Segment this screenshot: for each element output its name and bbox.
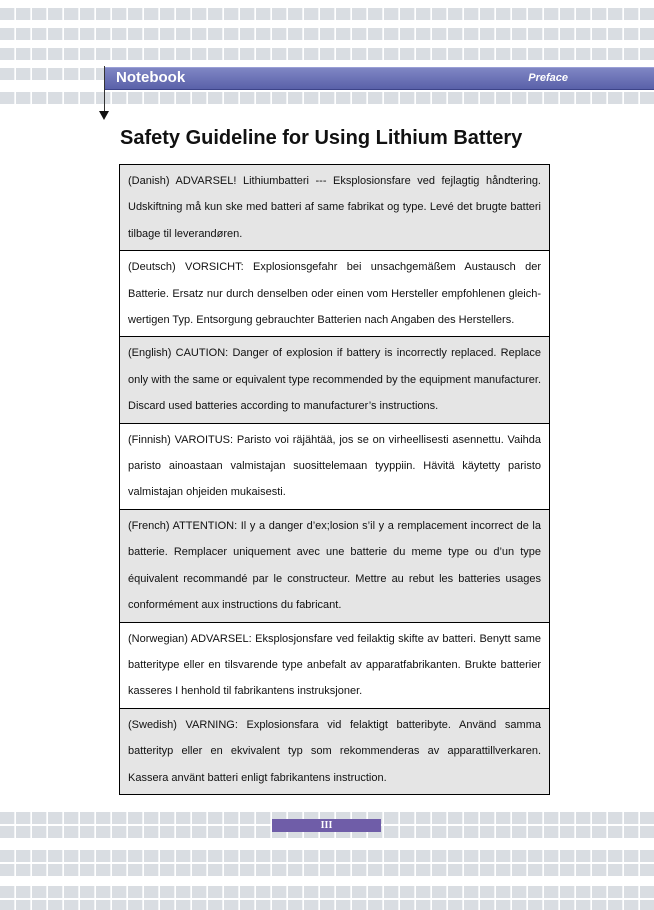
header-marker-line [104,66,105,111]
table-row: (French) ATTENTION: Il y a danger d’ex;losion s’il y a remplacement incorrect de la batterie. Remplacer uniquement avec une batterie du meme type ou d’un type équivalent recommandé par le constructeur. Mettre au rebut les batteries usages conformément aux instructions du fabricant. [120,509,549,622]
page-number-bar [272,819,381,832]
safety-guideline-table [119,164,550,795]
page-number: III [320,820,333,831]
table-row: (Norwegian) ADVARSEL: Eksplosjonsfare ved feilaktig skifte av batteri. Benytt same batteritype eller en tilsvarende type anbefalt av apparatfabrikanten. Brukte batterier kasseres I henhold til fabrikantens instruksjoner. [120,622,549,708]
header-bar [105,67,654,90]
table-row: (Finnish) VAROITUS: Paristo voi räjähtää, jos se on virheellisesti asennettu. Vaihda paristo ainoastaan valmistajan suosittelemaan tyyppiin. Hävitä käytetty paristo valmistajan ohjeiden mukaisesti. [120,423,549,509]
table-row: (Deutsch) VORSICHT: Explosionsgefahr bei unsachgemäßem Austausch der Batterie. Ersatz nur durch denselben oder einen vom Hersteller empfohlenen gleich-wertigen Typ. Entsorgung gebrauchter Batterien nach Angaben des Herstellers. [120,250,549,336]
top-tile-pattern [0,0,654,110]
header-section-label: Preface [528,72,568,84]
table-row: (Swedish) VARNING: Explosionsfara vid felaktigt batteribyte. Använd samma batterityp eller en ekvivalent typ som rekommenderas av apparattillverkaren. Kassera använt batteri enligt fabrikantens instruction. [120,708,549,794]
table-row: (Danish) ADVARSEL! Lithiumbatteri --- Eksplosionsfare ved fejlagtig håndtering. Udskiftning må kun ske med batteri af same fabrikat og type. Levé det brugte batteri tilbage til leverandøren. [120,165,549,250]
header-title: Notebook [116,69,186,86]
table-row: (English) CAUTION: Danger of explosion if battery is incorrectly replaced. Replace only with the same or equivalent type recommended by the equipment manufacturer. Discard used batteries according to manufacturer’s instructions. [120,336,549,422]
page-title: Safety Guideline for Using Lithium Battery [120,127,523,149]
down-arrow-icon [99,111,109,120]
